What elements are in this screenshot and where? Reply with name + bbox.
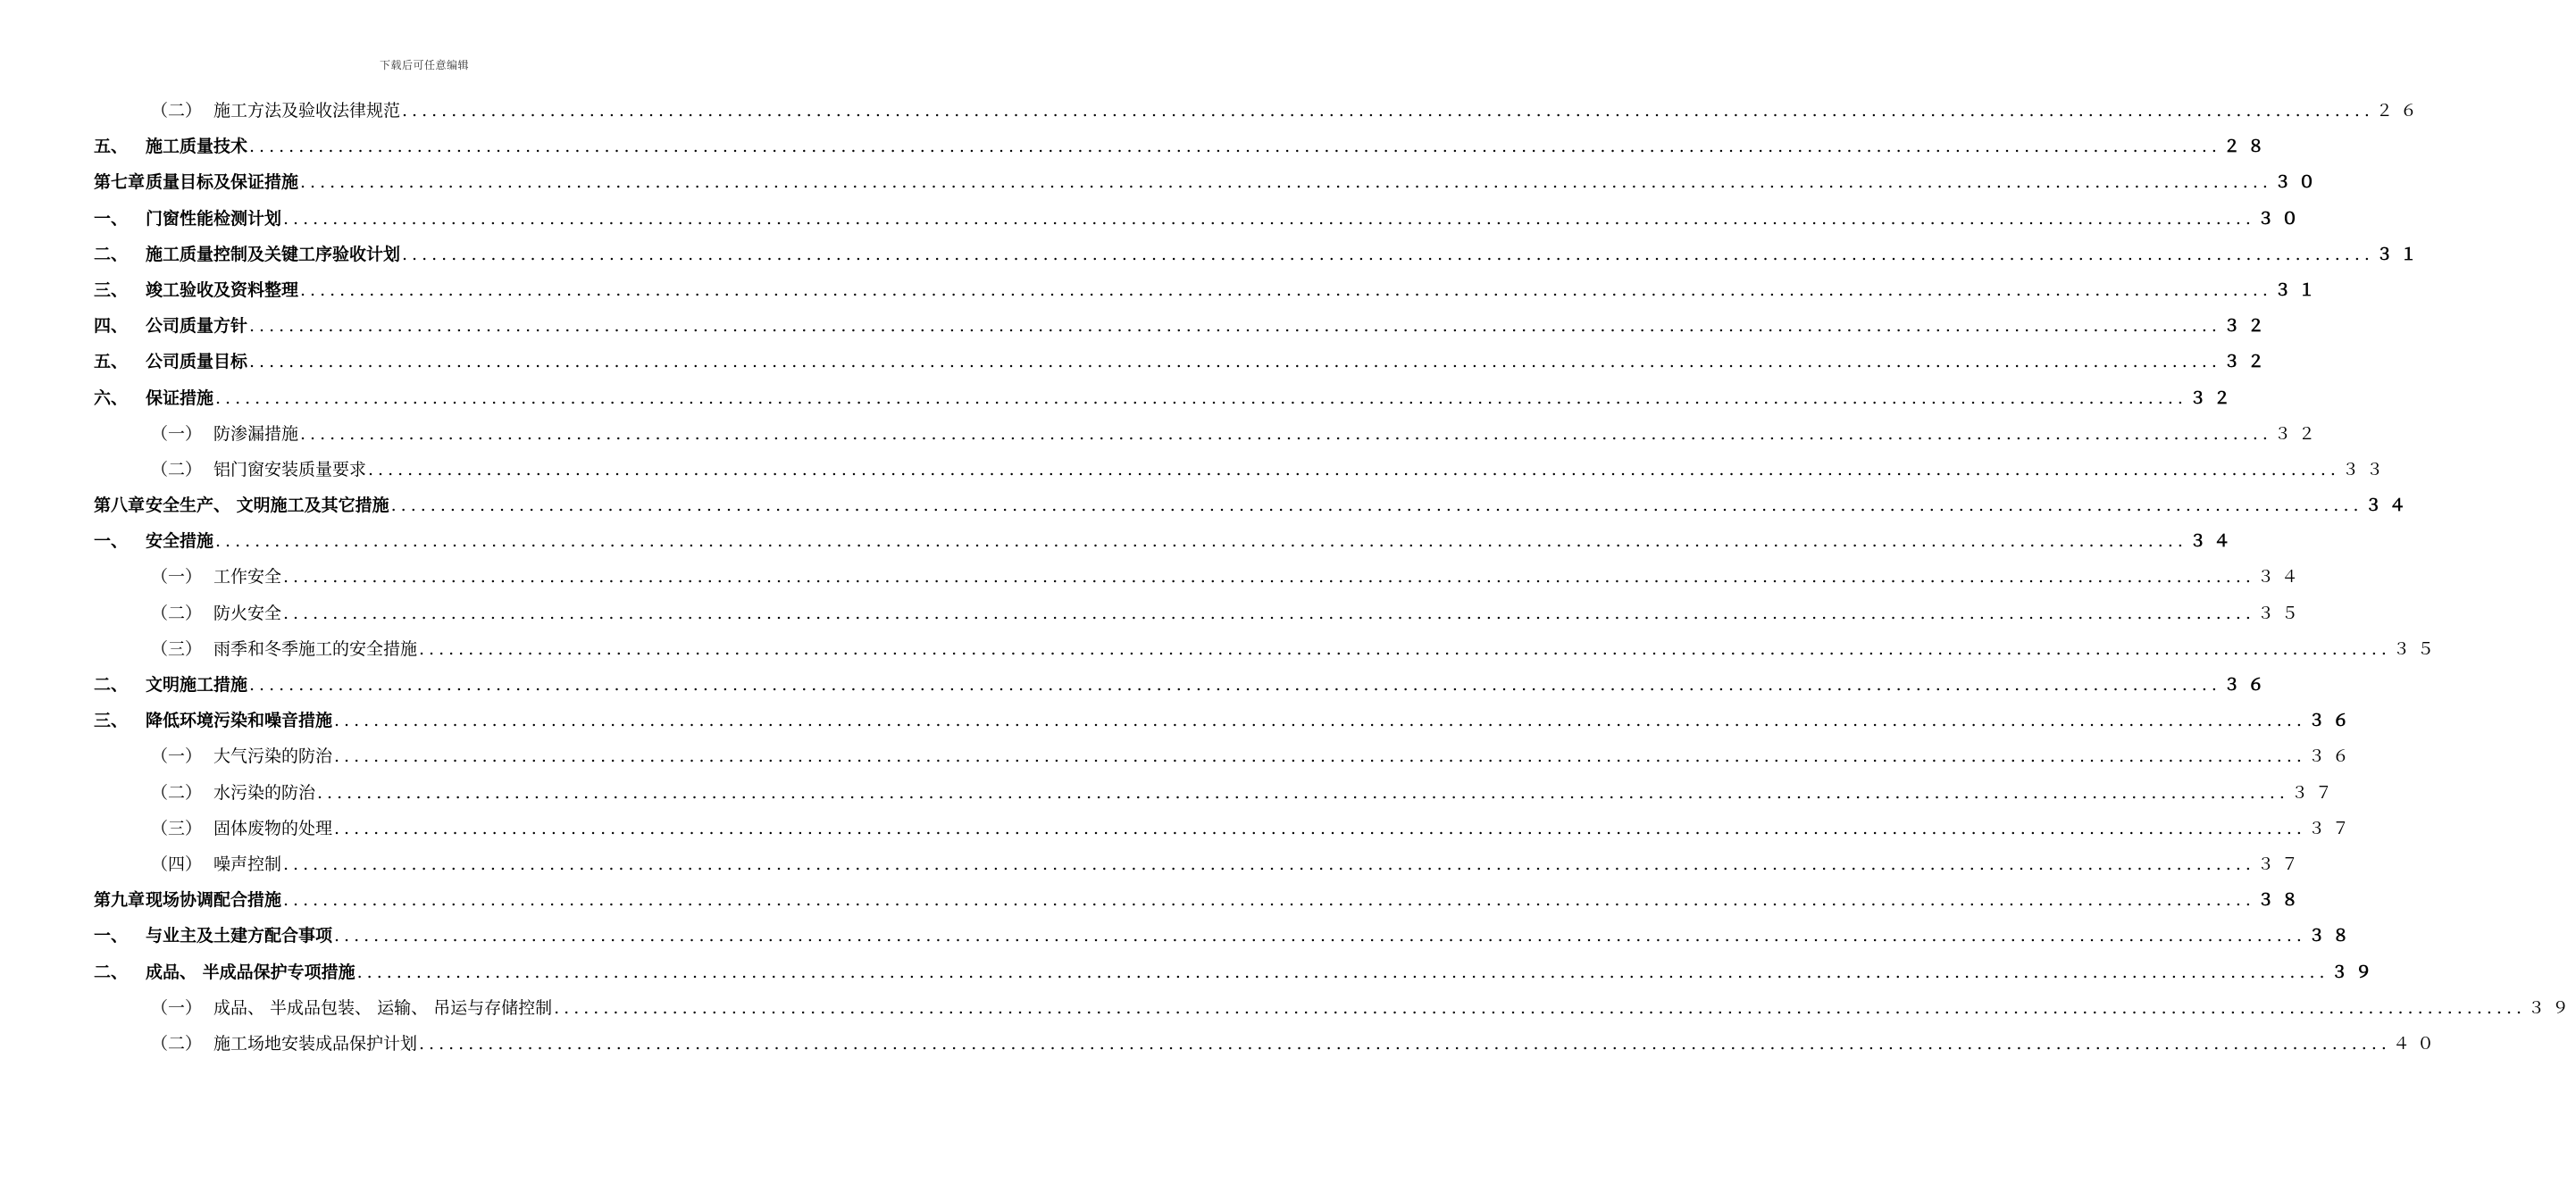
- toc-leader-dots: ........................................................................................................................................................................................................: [249, 137, 2221, 157]
- toc-entry[interactable]: [94, 738, 2356, 774]
- table-of-contents: [94, 93, 2576, 1062]
- toc-entry-page: ３６: [2222, 675, 2271, 695]
- toc-entry-number: （三）: [151, 818, 203, 838]
- toc-entry[interactable]: [94, 237, 2424, 272]
- toc-entry-title: 大气污染的防治: [213, 746, 333, 767]
- toc-entry-number: （二）: [151, 1033, 203, 1054]
- toc-entry-title: 公司质量方针: [146, 316, 248, 337]
- toc-entry-title: 质量目标及保证措施: [146, 172, 299, 193]
- toc-entry-number: 第九章: [94, 890, 146, 911]
- toc-entry-title: 固体废物的处理: [213, 818, 333, 838]
- toc-entry-number: 五、: [94, 352, 129, 372]
- toc-leader-dots: ........................................................................................................................................................................................................: [300, 279, 2272, 300]
- toc-leader-dots: ........................................................................................................................................................................................................: [249, 316, 2221, 337]
- toc-entry-title: 铝门窗安装质量要求: [213, 459, 367, 479]
- toc-entry-page: ３１: [2375, 244, 2424, 264]
- toc-leader-dots: ........................................................................................................................................................................................................: [402, 244, 2374, 264]
- toc-entry-number: 第八章: [94, 496, 146, 516]
- toc-leader-dots: ........................................................................................................................................................................................................: [283, 208, 2255, 229]
- toc-entry-title: 公司质量目标: [146, 352, 248, 372]
- toc-leader-dots: ........................................................................................................................................................................................................: [419, 638, 2391, 659]
- toc-entry-number: （二）: [151, 603, 203, 623]
- toc-entry-number: （二）: [151, 101, 203, 121]
- toc-entry-title: 文明施工措施: [146, 675, 248, 695]
- toc-entry-number: （一）: [151, 423, 203, 444]
- toc-entry-number: 五、: [94, 137, 129, 157]
- toc-entry-page: ３２: [2188, 388, 2237, 408]
- toc-leader-dots: ........................................................................................................................................................................................................: [390, 496, 2363, 516]
- toc-entry-number: （一）: [151, 567, 203, 588]
- toc-entry[interactable]: [94, 93, 2424, 129]
- toc-entry[interactable]: [94, 703, 2356, 738]
- toc-entry-title: 水污染的防治: [213, 782, 316, 803]
- toc-entry-number: 四、: [94, 316, 129, 337]
- toc-leader-dots: ........................................................................................................................................................................................................: [317, 782, 2289, 803]
- toc-leader-dots: ........................................................................................................................................................................................................: [419, 1033, 2391, 1054]
- toc-entry[interactable]: [94, 846, 2305, 882]
- toc-entry-number: 一、: [94, 926, 129, 946]
- toc-entry-title: 门窗性能检测计划: [146, 208, 282, 229]
- toc-entry-number: 一、: [94, 208, 129, 229]
- toc-leader-dots: ........................................................................................................................................................................................................: [215, 388, 2187, 408]
- toc-entry-title: 安全措施: [146, 531, 214, 552]
- toc-entry[interactable]: [94, 811, 2356, 846]
- toc-entry-page: ３３: [2341, 459, 2390, 479]
- toc-leader-dots: ........................................................................................................................................................................................................: [334, 746, 2306, 767]
- toc-entry-title: 降低环境污染和噪音措施: [146, 711, 333, 731]
- toc-leader-dots: ........................................................................................................................................................................................................: [249, 352, 2221, 372]
- toc-entry-title: 竣工验收及资料整理: [146, 279, 299, 300]
- toc-entry-number: （三）: [151, 638, 203, 659]
- toc-entry-title: 成品、 半成品保护专项措施: [146, 962, 355, 982]
- toc-entry-title: 工作安全: [213, 567, 282, 588]
- toc-entry[interactable]: [94, 918, 2356, 954]
- toc-entry-page: ３２: [2222, 316, 2271, 337]
- toc-entry-number: （四）: [151, 854, 203, 874]
- toc-leader-dots: ........................................................................................................................................................................................................: [300, 423, 2272, 444]
- toc-entry-title: 现场协调配合措施: [146, 890, 282, 911]
- toc-entry[interactable]: [94, 631, 2441, 667]
- toc-entry[interactable]: [94, 488, 2413, 523]
- toc-entry-page: ２８: [2222, 137, 2271, 157]
- toc-entry-number: （一）: [151, 997, 203, 1018]
- toc-entry-number: 二、: [94, 675, 129, 695]
- toc-entry-page: ３８: [2307, 926, 2356, 946]
- toc-leader-dots: ........................................................................................................................................................................................................: [283, 854, 2255, 874]
- toc-entry-page: ３７: [2307, 818, 2356, 838]
- toc-entry[interactable]: [94, 882, 2305, 918]
- toc-entry-page: ３０: [2273, 172, 2322, 193]
- toc-entry[interactable]: [94, 164, 2322, 200]
- toc-entry[interactable]: [94, 775, 2339, 811]
- toc-entry-page: ４０: [2392, 1033, 2441, 1054]
- toc-entry[interactable]: [94, 201, 2305, 237]
- toc-entry[interactable]: [94, 344, 2271, 379]
- toc-entry-page: ３４: [2256, 567, 2305, 588]
- toc-entry-page: ３２: [2273, 423, 2322, 444]
- toc-entry-title: 施工质量技术: [146, 137, 248, 157]
- toc-entry[interactable]: [94, 954, 2379, 990]
- toc-entry-page: ３６: [2307, 746, 2356, 767]
- toc-entry-page: ３９: [2330, 962, 2379, 982]
- toc-entry-number: （一）: [151, 746, 203, 767]
- toc-leader-dots: ........................................................................................................................................................................................................: [283, 890, 2255, 911]
- toc-entry-page: ３６: [2307, 711, 2356, 731]
- toc-entry[interactable]: [94, 667, 2271, 703]
- toc-entry[interactable]: [94, 523, 2237, 559]
- toc-leader-dots: ........................................................................................................................................................................................................: [283, 567, 2255, 588]
- toc-entry[interactable]: [94, 452, 2390, 488]
- toc-entry-number: 二、: [94, 962, 129, 982]
- toc-entry-title: 与业主及土建方配合事项: [146, 926, 333, 946]
- toc-entry-number: 三、: [94, 279, 129, 300]
- toc-entry-number: 第七章: [94, 172, 146, 193]
- toc-entry[interactable]: [94, 380, 2237, 416]
- toc-entry[interactable]: [94, 129, 2271, 164]
- toc-entry-page: ３４: [2188, 531, 2237, 552]
- toc-entry-page: ３７: [2290, 782, 2339, 803]
- toc-entry-page: ３８: [2256, 890, 2305, 911]
- toc-entry-title: 保证措施: [146, 388, 214, 408]
- toc-entry[interactable]: [94, 990, 2576, 1026]
- toc-leader-dots: ........................................................................................................................................................................................................: [334, 711, 2306, 731]
- toc-leader-dots: ........................................................................................................................................................................................................: [300, 172, 2272, 193]
- toc-entry-title: 噪声控制: [213, 854, 282, 874]
- toc-entry-page: ３９: [2528, 997, 2576, 1018]
- toc-entry-title: 施工方法及验收法律规范: [213, 101, 401, 121]
- toc-entry-number: 一、: [94, 531, 129, 552]
- toc-entry-page: ３２: [2222, 352, 2271, 372]
- toc-leader-dots: ........................................................................................................................................................................................................: [368, 459, 2340, 479]
- toc-leader-dots: ........................................................................................................................................................................................................: [249, 675, 2221, 695]
- toc-leader-dots: ........................................................................................................................................................................................................: [215, 531, 2187, 552]
- toc-entry-number: 三、: [94, 711, 129, 731]
- page-header: 下载后可任意编辑: [379, 59, 469, 71]
- toc-leader-dots: ........................................................................................................................................................................................................: [334, 926, 2306, 946]
- toc-entry-page: ３０: [2256, 208, 2305, 229]
- toc-entry-title: 雨季和冬季施工的安全措施: [213, 638, 418, 659]
- toc-entry-page: ３４: [2364, 496, 2413, 516]
- toc-entry[interactable]: [94, 596, 2305, 631]
- toc-entry-title: 安全生产、 文明施工及其它措施: [146, 496, 389, 516]
- toc-entry[interactable]: [94, 416, 2322, 452]
- toc-leader-dots: ........................................................................................................................................................................................................: [554, 997, 2527, 1018]
- toc-entry-title: 施工场地安装成品保护计划: [213, 1033, 418, 1054]
- toc-entry-title: 防火安全: [213, 603, 282, 623]
- toc-entry-number: （二）: [151, 782, 203, 803]
- toc-entry-title: 成品、 半成品包装、 运输、 吊运与存储控制: [213, 997, 553, 1018]
- toc-entry-number: 六、: [94, 388, 129, 408]
- toc-leader-dots: ........................................................................................................................................................................................................: [283, 603, 2255, 623]
- toc-entry-title: 防渗漏措施: [213, 423, 299, 444]
- toc-entry-page: ２６: [2375, 101, 2424, 121]
- toc-entry[interactable]: [94, 559, 2305, 595]
- toc-entry-number: 二、: [94, 244, 129, 264]
- toc-entry-page: ３１: [2273, 279, 2322, 300]
- toc-entry[interactable]: [94, 1026, 2441, 1062]
- toc-entry-page: ３５: [2392, 638, 2441, 659]
- toc-leader-dots: ........................................................................................................................................................................................................: [334, 818, 2306, 838]
- toc-entry[interactable]: [94, 308, 2271, 344]
- toc-leader-dots: ........................................................................................................................................................................................................: [402, 101, 2374, 121]
- toc-entry[interactable]: [94, 272, 2322, 308]
- toc-entry-title: 施工质量控制及关键工序验收计划: [146, 244, 401, 264]
- toc-leader-dots: ........................................................................................................................................................................................................: [356, 962, 2329, 982]
- toc-entry-number: （二）: [151, 459, 203, 479]
- toc-entry-page: ３７: [2256, 854, 2305, 874]
- toc-entry-page: ３５: [2256, 603, 2305, 623]
